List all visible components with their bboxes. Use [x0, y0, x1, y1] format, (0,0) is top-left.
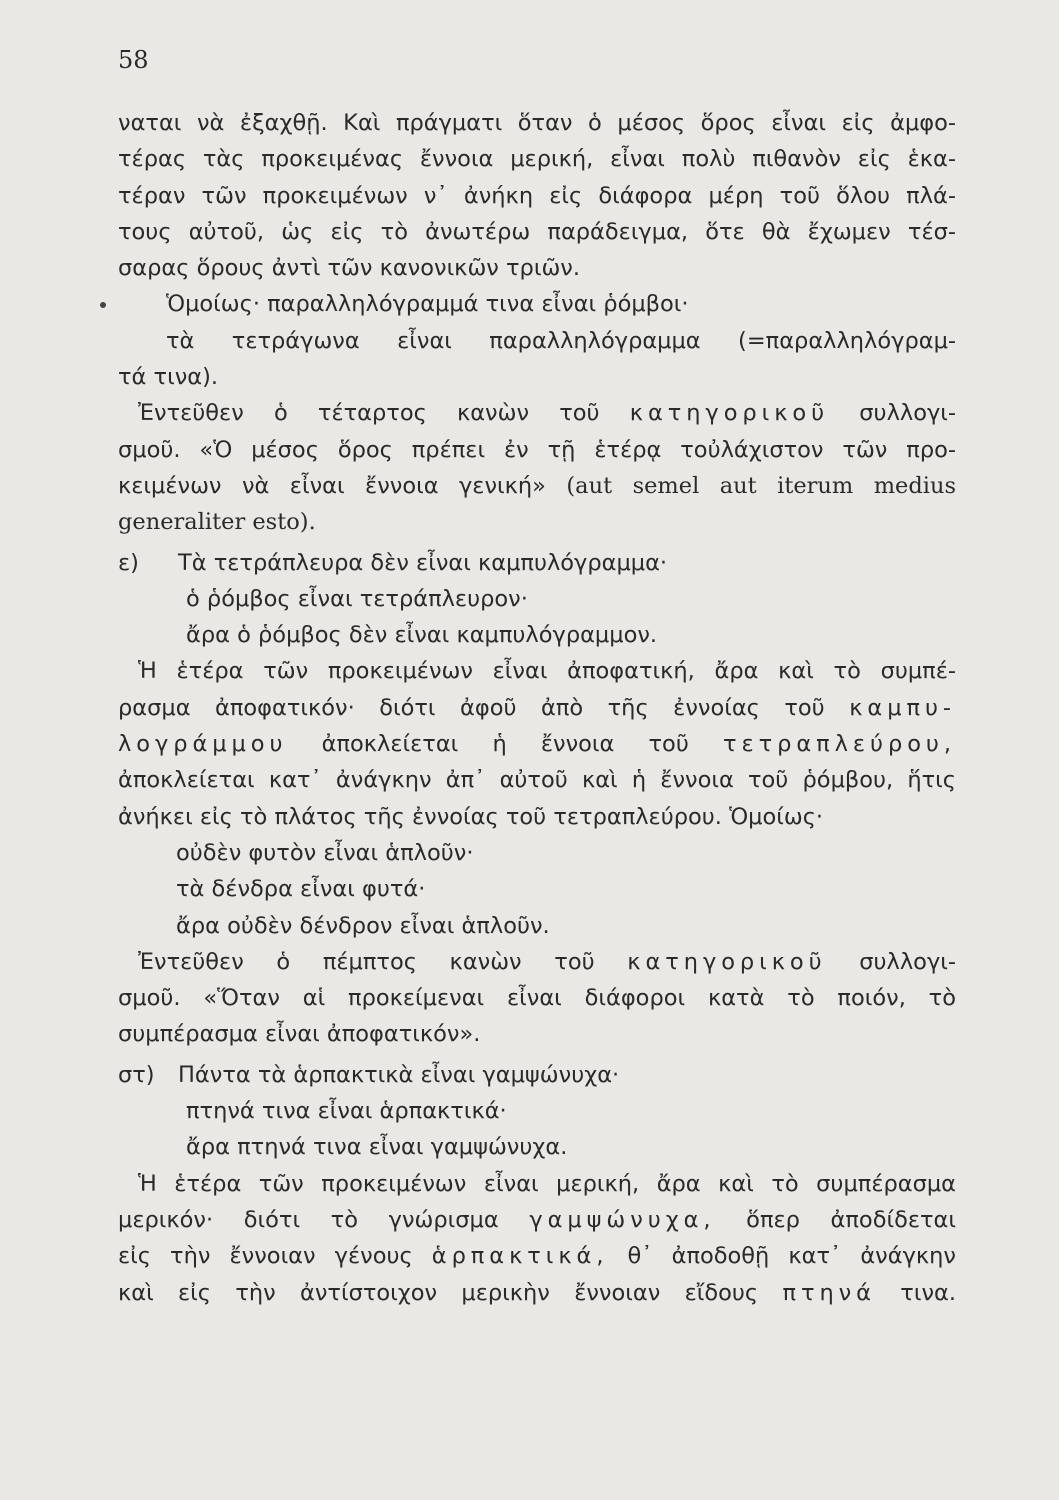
spaced-term: λογράμμου: [118, 731, 288, 758]
text-line: σμοῦ. «Ὁ μέσος ὅρος πρέπει ἐν τῇ ἑτέρᾳ τοὐλάχιστον τῶν προ-: [118, 436, 956, 463]
syllogism-line: πτηνά τινα εἶναι ἁρπακτικά·: [186, 1098, 507, 1125]
text-line: ἀνήκει εἰς τὸ πλάτος τῆς ἐννοίας τοῦ τετραπλεύρου. Ὁμοίως·: [118, 803, 824, 830]
text-span: ὅπερ ἀποδίδεται: [746, 1206, 957, 1233]
text-line: [118, 653, 956, 689]
spaced-term: τετραπλεύρου,: [723, 731, 956, 758]
text-line: τέρας τὰς προκειμένας ἔννοια μερική, εἶναι πολὺ πιθανὸν εἰς ἑκα-: [118, 146, 956, 173]
syllogism-line: οὐδὲν φυτὸν εἶναι ἁπλοῦν·: [176, 839, 474, 866]
text-span: ἀποκλείεται ἡ ἔννοια τοῦ: [321, 731, 689, 758]
text-span: καὶ εἰς τὴν ἀντίστοιχον μερικὴν ἔννοιαν εἴδους: [118, 1279, 759, 1306]
latin-text: (aut semel aut iterum medius: [566, 472, 956, 499]
text-span: συλλογι-: [859, 948, 956, 975]
page-number: 58: [118, 46, 149, 74]
text-span: Ἡ ἑτέρα τῶν προκειμένων εἶναι ἀποφατική, ἄρα καὶ τὸ συμπέ-: [138, 658, 956, 685]
spaced-term: κατηγορικοῦ: [627, 948, 827, 975]
text-line: τέραν τῶν προκειμένων ν᾽ ἀνήκη εἰς διάφορα μέρη τοῦ ὅλου πλά-: [118, 182, 956, 209]
syllogism-premise: Πάντα τὰ ἁρπακτικὰ εἶναι γαμψώνυχα·: [178, 1061, 620, 1088]
text-line: [118, 944, 956, 980]
text-line: ἀποκλείεται κατ᾽ ἀνάγκην ἀπ᾽ αὐτοῦ καὶ ἡ ἔννοια τοῦ ῥόμβου, ἥτις: [118, 767, 956, 794]
text-line: σμοῦ. «Ὅταν αἱ προκείμεναι εἶναι διάφοροι κατὰ τὸ ποιόν, τὸ: [118, 985, 956, 1012]
text-line: τους αὐτοῦ, ὡς εἰς τὸ ἀνωτέρω παράδειγμα, ὅτε θὰ ἔχωμεν τέσ-: [118, 218, 956, 245]
text-line: [118, 1166, 956, 1202]
text-span: κειμένων νὰ εἶναι ἔννοια γενική»: [118, 472, 546, 499]
syllogism-line: τὰ δένδρα εἶναι φυτά·: [176, 876, 426, 903]
text-line: [118, 468, 956, 504]
text-span: θ᾽ ἀποδοθῇ κατ᾽ ἀνάγκην: [627, 1243, 956, 1270]
spaced-term: κατηγορικοῦ: [629, 400, 830, 427]
example-label: ε): [118, 549, 139, 576]
text-span: εἰς τὴν ἔννοιαν γένους: [118, 1243, 413, 1270]
text-line: συμπέρασμα εἶναι ἀποφατικόν».: [118, 1021, 481, 1048]
spaced-term: ἁρπακτικά,: [431, 1243, 609, 1270]
text-line: [118, 726, 956, 762]
example-label: στ): [118, 1061, 155, 1088]
syllogism-premise: Ὁμοίως· παραλληλόγραμμά τινα εἶναι ῥόμβοι·: [166, 291, 689, 318]
text-line: [118, 690, 956, 726]
latin-text: generaliter esto).: [118, 509, 316, 536]
spaced-term: καμπυ-: [849, 694, 956, 721]
syllogism-line: τὰ τετράγωνα εἶναι παραλληλόγραμμα (=παραλληλόγραμ-: [166, 327, 956, 354]
text-span: Ἐντεῦθεν ὁ πέμπτος κανὼν τοῦ: [138, 948, 595, 975]
text-span: μερικόν· διότι τὸ γνώρισμα: [118, 1206, 499, 1233]
text-line: [118, 1202, 956, 1238]
spaced-term: πτηνά: [782, 1279, 876, 1306]
text-span: τινα.: [900, 1279, 957, 1306]
spaced-term: γαμψώνυχα,: [529, 1206, 716, 1233]
text-line: [118, 1275, 956, 1311]
text-line: ναται νὰ ἐξαχθῇ. Καὶ πράγματι ὅταν ὁ μέσος ὅρος εἶναι εἰς ἀμφο-: [118, 110, 956, 136]
text-span: συλλογι-: [859, 400, 957, 427]
syllogism-premise: Τὰ τετράπλευρα δὲν εἶναι καμπυλόγραμμα·: [178, 549, 668, 576]
text-span: ρασμα ἀποφατικόν· διότι ἀφοῦ ἀπὸ τῆς ἐννοίας τοῦ: [118, 694, 825, 721]
syllogism-line: [118, 286, 956, 322]
text-line: σαρας ὅρους ἀντὶ τῶν κανονικῶν τριῶν.: [118, 255, 581, 282]
text-line: τά τινα).: [118, 364, 219, 391]
text-line: [118, 1238, 956, 1274]
text-line: [118, 395, 956, 431]
syllogism-line: [118, 545, 956, 581]
syllogism-conclusion: ἄρα πτηνά τινα εἶναι γαμψώνυχα.: [186, 1134, 568, 1161]
syllogism-line: ὁ ῥόμβος εἶναι τετράπλευρον·: [186, 585, 528, 612]
syllogism-line: [118, 1057, 956, 1093]
bullet-mark: [100, 302, 106, 308]
syllogism-conclusion: ἄρα οὐδὲν δένδρον εἶναι ἁπλοῦν.: [176, 912, 550, 939]
text-span: Ἡ ἑτέρα τῶν προκειμένων εἶναι μερική, ἄρα καὶ τὸ συμπέρασμα: [138, 1170, 956, 1197]
syllogism-conclusion: ἄρα ὁ ῥόμβος δὲν εἶναι καμπυλόγραμμον.: [186, 622, 658, 649]
page-body: [118, 105, 956, 1311]
text-span: Ἐντεῦθεν ὁ τέταρτος κανὼν τοῦ: [138, 400, 600, 427]
